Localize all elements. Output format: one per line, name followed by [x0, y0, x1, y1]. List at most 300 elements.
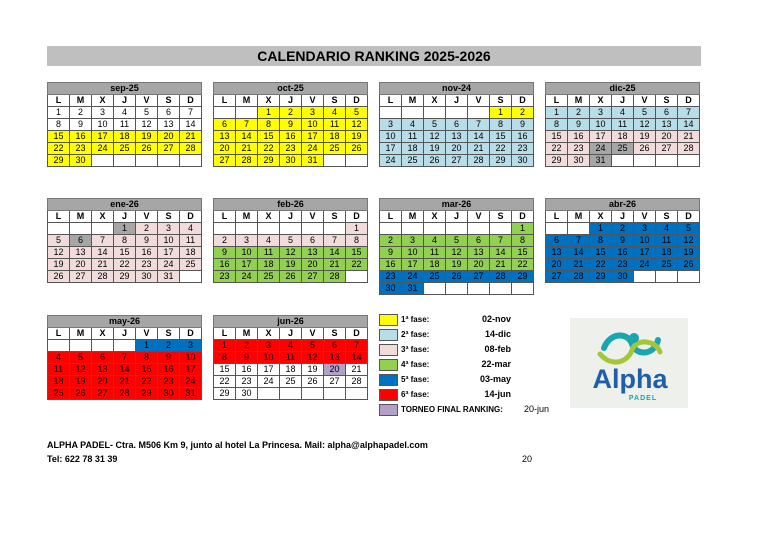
empty-cell — [678, 155, 700, 167]
weekday-header: L — [214, 211, 236, 223]
day-cell: 7 — [490, 235, 512, 247]
legend-date: 14-dic — [484, 329, 511, 339]
empty-cell — [424, 223, 446, 235]
empty-cell — [678, 271, 700, 283]
logo-subtext: PADEL — [628, 395, 658, 402]
day-cell: 27 — [158, 143, 180, 155]
legend-label: 1ª fase: — [401, 315, 430, 324]
day-cell: 31 — [402, 283, 424, 295]
empty-cell — [70, 340, 92, 352]
day-cell: 29 — [546, 155, 568, 167]
day-cell: 14 — [568, 247, 590, 259]
weekday-header: M — [402, 95, 424, 107]
calendar-feb-26 — [213, 198, 368, 283]
weekday-header: M — [70, 328, 92, 340]
day-cell: 19 — [424, 143, 446, 155]
day-cell: 6 — [446, 119, 468, 131]
day-cell: 26 — [136, 143, 158, 155]
legend-swatch — [379, 374, 398, 386]
day-cell: 15 — [490, 131, 512, 143]
empty-cell — [446, 283, 468, 295]
day-cell: 17 — [402, 259, 424, 271]
day-cell: 1 — [258, 107, 280, 119]
day-cell: 17 — [380, 143, 402, 155]
day-cell: 11 — [656, 235, 678, 247]
month-table — [379, 198, 534, 295]
day-cell: 26 — [424, 155, 446, 167]
weekday-header: M — [402, 211, 424, 223]
empty-cell — [380, 223, 402, 235]
day-cell: 20 — [70, 259, 92, 271]
legend-label: TORNEO FINAL RANKING: — [401, 405, 503, 414]
day-cell: 23 — [136, 259, 158, 271]
day-cell: 21 — [114, 376, 136, 388]
day-cell: 8 — [590, 235, 612, 247]
day-cell: 26 — [678, 259, 700, 271]
day-cell: 2 — [158, 340, 180, 352]
empty-cell — [490, 223, 512, 235]
weekday-header: M — [70, 95, 92, 107]
day-cell: 24 — [402, 271, 424, 283]
weekday-header: X — [92, 328, 114, 340]
day-cell: 7 — [180, 107, 202, 119]
weekday-header: L — [214, 95, 236, 107]
empty-cell — [656, 271, 678, 283]
day-cell: 28 — [114, 388, 136, 400]
day-cell: 2 — [280, 107, 302, 119]
weekday-header: V — [634, 211, 656, 223]
calendar-mar-26 — [379, 198, 534, 295]
day-cell: 20 — [158, 131, 180, 143]
day-cell: 27 — [70, 271, 92, 283]
weekday-header: X — [258, 211, 280, 223]
weekday-header: J — [280, 328, 302, 340]
day-cell: 25 — [280, 376, 302, 388]
weekday-header: M — [236, 328, 258, 340]
weekday-header: X — [424, 211, 446, 223]
day-cell: 20 — [656, 131, 678, 143]
calendar-may-26 — [47, 315, 202, 400]
day-cell: 1 — [48, 107, 70, 119]
day-cell: 27 — [302, 271, 324, 283]
weekday-header: V — [634, 95, 656, 107]
weekday-header: J — [114, 328, 136, 340]
day-cell: 29 — [590, 271, 612, 283]
day-cell: 12 — [424, 131, 446, 143]
day-cell: 18 — [324, 131, 346, 143]
day-cell: 1 — [346, 223, 368, 235]
day-cell: 25 — [324, 143, 346, 155]
weekday-header: X — [258, 328, 280, 340]
day-cell: 15 — [512, 247, 534, 259]
day-cell: 1 — [114, 223, 136, 235]
day-cell: 23 — [214, 271, 236, 283]
legend-row — [379, 313, 579, 328]
day-cell: 30 — [568, 155, 590, 167]
day-cell: 26 — [302, 376, 324, 388]
day-cell: 2 — [236, 340, 258, 352]
day-cell: 17 — [180, 364, 202, 376]
day-cell: 29 — [114, 271, 136, 283]
day-cell: 13 — [158, 119, 180, 131]
day-cell: 23 — [380, 271, 402, 283]
empty-cell — [258, 388, 280, 400]
weekday-header: S — [324, 328, 346, 340]
weekday-header: J — [114, 211, 136, 223]
day-cell: 11 — [324, 119, 346, 131]
weekday-header: J — [114, 95, 136, 107]
page-number: 20 — [522, 454, 533, 464]
legend-row — [379, 403, 579, 418]
day-cell: 19 — [446, 259, 468, 271]
day-cell: 22 — [546, 143, 568, 155]
day-cell: 1 — [590, 223, 612, 235]
day-cell: 12 — [70, 364, 92, 376]
day-cell: 18 — [656, 247, 678, 259]
empty-cell — [324, 155, 346, 167]
month-header: dic-25 — [546, 83, 700, 95]
day-cell: 3 — [402, 235, 424, 247]
weekday-header: J — [280, 95, 302, 107]
day-cell: 18 — [612, 131, 634, 143]
day-cell: 1 — [136, 340, 158, 352]
day-cell: 14 — [346, 352, 368, 364]
empty-cell — [92, 223, 114, 235]
day-cell: 22 — [48, 143, 70, 155]
day-cell: 14 — [468, 131, 490, 143]
day-cell: 10 — [402, 247, 424, 259]
day-cell: 24 — [634, 259, 656, 271]
weekday-header: V — [136, 211, 158, 223]
day-cell: 12 — [302, 352, 324, 364]
day-cell: 28 — [490, 271, 512, 283]
day-cell: 10 — [258, 352, 280, 364]
empty-cell — [92, 155, 114, 167]
weekday-header: J — [446, 211, 468, 223]
legend-swatch — [379, 314, 398, 326]
day-cell: 22 — [490, 143, 512, 155]
day-cell: 22 — [346, 259, 368, 271]
day-cell: 18 — [258, 259, 280, 271]
month-table — [213, 82, 368, 167]
day-cell: 1 — [490, 107, 512, 119]
day-cell: 19 — [136, 131, 158, 143]
day-cell: 16 — [568, 131, 590, 143]
day-cell: 12 — [446, 247, 468, 259]
day-cell: 9 — [236, 352, 258, 364]
weekday-header: S — [324, 211, 346, 223]
day-cell: 11 — [258, 247, 280, 259]
empty-cell — [180, 155, 202, 167]
day-cell: 19 — [678, 247, 700, 259]
day-cell: 6 — [70, 235, 92, 247]
weekday-header: D — [346, 328, 368, 340]
day-cell: 14 — [114, 364, 136, 376]
day-cell: 6 — [324, 340, 346, 352]
weekday-header: L — [546, 95, 568, 107]
empty-cell — [236, 107, 258, 119]
empty-cell — [634, 271, 656, 283]
day-cell: 15 — [48, 131, 70, 143]
day-cell: 2 — [512, 107, 534, 119]
empty-cell — [402, 107, 424, 119]
legend-swatch — [379, 344, 398, 356]
day-cell: 19 — [48, 259, 70, 271]
day-cell: 23 — [280, 143, 302, 155]
empty-cell — [324, 223, 346, 235]
day-cell: 13 — [546, 247, 568, 259]
day-cell: 29 — [512, 271, 534, 283]
month-header: nov-24 — [380, 83, 534, 95]
day-cell: 6 — [92, 352, 114, 364]
weekday-header: D — [678, 211, 700, 223]
empty-cell — [92, 340, 114, 352]
day-cell: 21 — [568, 259, 590, 271]
day-cell: 10 — [380, 131, 402, 143]
weekday-header: X — [590, 95, 612, 107]
weekday-header: S — [158, 211, 180, 223]
day-cell: 19 — [302, 364, 324, 376]
day-cell: 14 — [92, 247, 114, 259]
day-cell: 25 — [656, 259, 678, 271]
weekday-header: J — [446, 95, 468, 107]
legend-row — [379, 373, 579, 388]
day-cell: 22 — [590, 259, 612, 271]
day-cell: 26 — [48, 271, 70, 283]
day-cell: 21 — [468, 143, 490, 155]
day-cell: 28 — [346, 376, 368, 388]
day-cell: 23 — [512, 143, 534, 155]
month-header: feb-26 — [214, 199, 368, 211]
day-cell: 8 — [136, 352, 158, 364]
month-table — [545, 82, 700, 167]
weekday-header: V — [302, 211, 324, 223]
day-cell: 10 — [92, 119, 114, 131]
legend-label: 3ª fase: — [401, 345, 430, 354]
day-cell: 5 — [446, 235, 468, 247]
day-cell: 3 — [236, 235, 258, 247]
month-header: may-26 — [48, 316, 202, 328]
day-cell: 13 — [214, 131, 236, 143]
day-cell: 6 — [468, 235, 490, 247]
day-cell: 15 — [114, 247, 136, 259]
legend-date: 08-feb — [484, 344, 511, 354]
day-cell: 8 — [512, 235, 534, 247]
month-table — [47, 82, 202, 167]
day-cell: 5 — [346, 107, 368, 119]
alpha-logo-icon — [570, 318, 688, 408]
day-cell: 19 — [346, 131, 368, 143]
empty-cell — [48, 223, 70, 235]
day-cell: 12 — [678, 235, 700, 247]
day-cell: 7 — [468, 119, 490, 131]
day-cell: 30 — [236, 388, 258, 400]
day-cell: 7 — [114, 352, 136, 364]
empty-cell — [468, 283, 490, 295]
day-cell: 28 — [180, 143, 202, 155]
day-cell: 6 — [158, 107, 180, 119]
day-cell: 15 — [546, 131, 568, 143]
day-cell: 15 — [136, 364, 158, 376]
day-cell: 20 — [302, 259, 324, 271]
day-cell: 13 — [656, 119, 678, 131]
day-cell: 17 — [590, 131, 612, 143]
legend-row — [379, 328, 579, 343]
weekday-header: L — [48, 95, 70, 107]
day-cell: 20 — [468, 259, 490, 271]
day-cell: 8 — [258, 119, 280, 131]
day-cell: 30 — [158, 388, 180, 400]
day-cell: 27 — [546, 271, 568, 283]
legend-swatch — [379, 359, 398, 371]
day-cell: 25 — [424, 271, 446, 283]
empty-cell — [302, 223, 324, 235]
empty-cell — [158, 155, 180, 167]
weekday-header: L — [380, 211, 402, 223]
day-cell: 11 — [612, 119, 634, 131]
empty-cell — [446, 223, 468, 235]
day-cell: 11 — [402, 131, 424, 143]
empty-cell — [446, 107, 468, 119]
empty-cell — [236, 223, 258, 235]
day-cell: 31 — [590, 155, 612, 167]
empty-cell — [402, 223, 424, 235]
day-cell: 14 — [236, 131, 258, 143]
day-cell: 22 — [114, 259, 136, 271]
day-cell: 1 — [214, 340, 236, 352]
empty-cell — [114, 155, 136, 167]
empty-cell — [512, 283, 534, 295]
day-cell: 20 — [214, 143, 236, 155]
day-cell: 27 — [446, 155, 468, 167]
month-header: abr-26 — [546, 199, 700, 211]
day-cell: 18 — [402, 143, 424, 155]
day-cell: 4 — [424, 235, 446, 247]
day-cell: 3 — [590, 107, 612, 119]
day-cell: 4 — [324, 107, 346, 119]
day-cell: 28 — [324, 271, 346, 283]
day-cell: 11 — [48, 364, 70, 376]
day-cell: 26 — [280, 271, 302, 283]
day-cell: 9 — [568, 119, 590, 131]
day-cell: 12 — [48, 247, 70, 259]
day-cell: 2 — [612, 223, 634, 235]
day-cell: 7 — [92, 235, 114, 247]
day-cell: 7 — [324, 235, 346, 247]
weekday-header: S — [324, 95, 346, 107]
day-cell: 13 — [446, 131, 468, 143]
legend-label: 6ª fase: — [401, 390, 430, 399]
weekday-header: X — [92, 211, 114, 223]
legend-swatch — [379, 404, 398, 416]
empty-cell — [468, 223, 490, 235]
day-cell: 18 — [180, 247, 202, 259]
logo-text: Alpha — [592, 364, 668, 394]
day-cell: 23 — [158, 376, 180, 388]
weekday-header: S — [490, 95, 512, 107]
day-cell: 17 — [258, 364, 280, 376]
day-cell: 30 — [136, 271, 158, 283]
day-cell: 14 — [678, 119, 700, 131]
calendar-abr-26 — [545, 198, 700, 283]
day-cell: 2 — [214, 235, 236, 247]
weekday-header: L — [380, 95, 402, 107]
day-cell: 14 — [180, 119, 202, 131]
day-cell: 4 — [402, 119, 424, 131]
empty-cell — [490, 283, 512, 295]
day-cell: 8 — [48, 119, 70, 131]
month-table — [47, 315, 202, 400]
day-cell: 4 — [180, 223, 202, 235]
day-cell: 24 — [258, 376, 280, 388]
day-cell: 23 — [612, 259, 634, 271]
day-cell: 3 — [158, 223, 180, 235]
day-cell: 6 — [302, 235, 324, 247]
month-table — [545, 198, 700, 283]
day-cell: 16 — [236, 364, 258, 376]
legend-date: 22-mar — [481, 359, 511, 369]
month-header: sep-25 — [48, 83, 202, 95]
day-cell: 11 — [180, 235, 202, 247]
weekday-header: M — [568, 211, 590, 223]
weekday-header: J — [612, 211, 634, 223]
day-cell: 27 — [468, 271, 490, 283]
day-cell: 21 — [324, 259, 346, 271]
day-cell: 15 — [346, 247, 368, 259]
day-cell: 5 — [424, 119, 446, 131]
day-cell: 21 — [180, 131, 202, 143]
day-cell: 27 — [656, 143, 678, 155]
day-cell: 26 — [634, 143, 656, 155]
day-cell: 26 — [70, 388, 92, 400]
day-cell: 2 — [70, 107, 92, 119]
weekday-header: V — [136, 328, 158, 340]
weekday-header: X — [258, 95, 280, 107]
empty-cell — [70, 223, 92, 235]
day-cell: 29 — [136, 388, 158, 400]
day-cell: 25 — [402, 155, 424, 167]
weekday-header: V — [136, 95, 158, 107]
day-cell: 25 — [612, 143, 634, 155]
day-cell: 16 — [280, 131, 302, 143]
weekday-header: M — [70, 211, 92, 223]
day-cell: 9 — [136, 235, 158, 247]
empty-cell — [468, 107, 490, 119]
day-cell: 4 — [114, 107, 136, 119]
weekday-header: X — [590, 211, 612, 223]
day-cell: 13 — [468, 247, 490, 259]
day-cell: 12 — [634, 119, 656, 131]
day-cell: 2 — [380, 235, 402, 247]
day-cell: 4 — [656, 223, 678, 235]
day-cell: 18 — [48, 376, 70, 388]
day-cell: 28 — [236, 155, 258, 167]
day-cell: 22 — [258, 143, 280, 155]
day-cell: 19 — [70, 376, 92, 388]
day-cell: 17 — [634, 247, 656, 259]
day-cell: 22 — [136, 376, 158, 388]
day-cell: 16 — [158, 364, 180, 376]
empty-cell — [114, 340, 136, 352]
day-cell: 7 — [346, 340, 368, 352]
weekday-header: M — [236, 211, 258, 223]
day-cell: 26 — [346, 143, 368, 155]
legend-label: 2ª fase: — [401, 330, 430, 339]
day-cell: 3 — [92, 107, 114, 119]
day-cell: 5 — [48, 235, 70, 247]
weekday-header: L — [48, 211, 70, 223]
day-cell: 16 — [380, 259, 402, 271]
